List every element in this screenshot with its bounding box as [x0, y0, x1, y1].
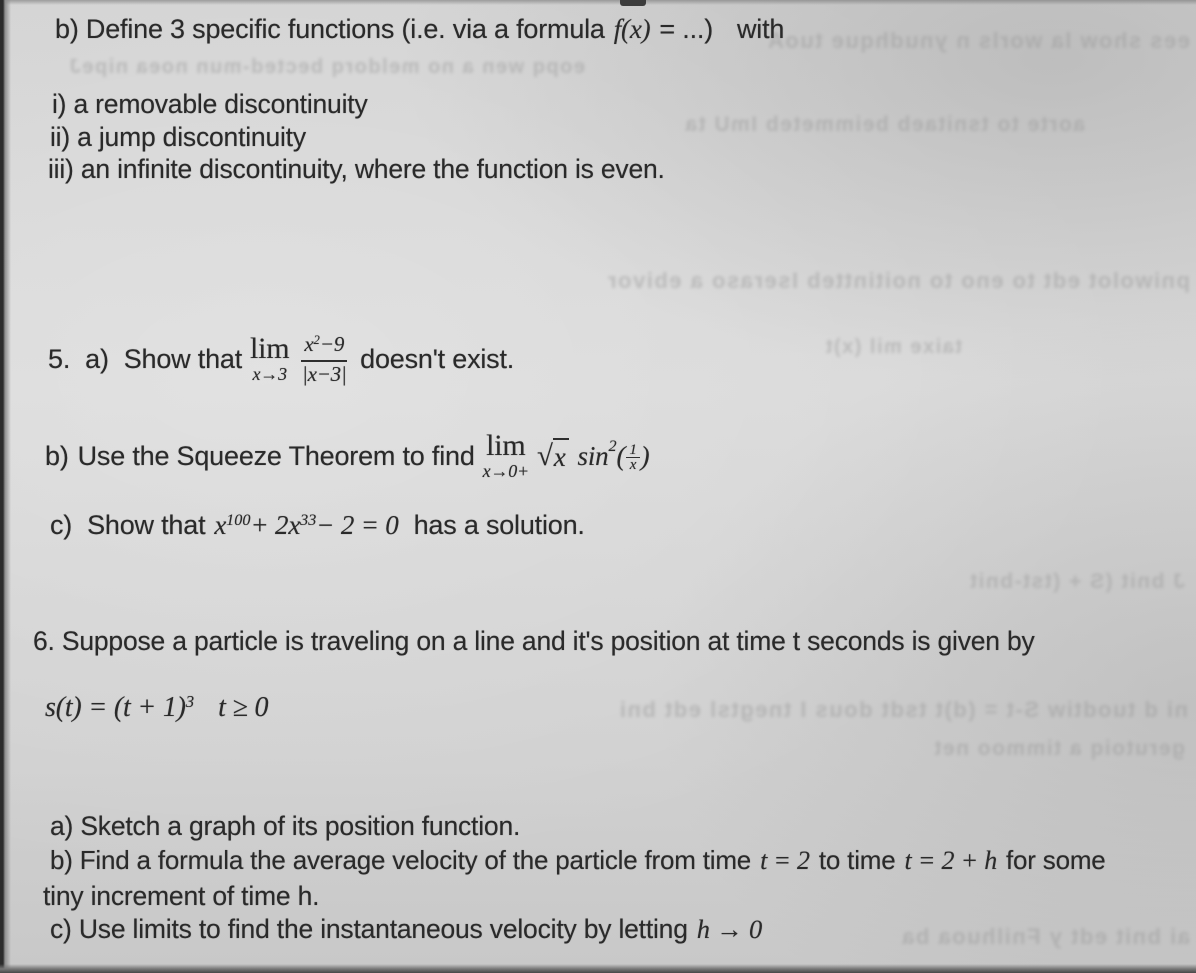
bleed-through-artifact: aorte to tsnitaeb beimmeteb ImU ta	[683, 113, 1085, 136]
item-infinite-discontinuity: iii) an infinite discontinuity, where the function is even.	[48, 154, 665, 184]
limit-operator	[250, 332, 290, 384]
problem-5a	[48, 325, 514, 393]
inline-fraction: 1 x	[626, 443, 639, 472]
problem-6b-line2: tiny increment of time h.	[43, 881, 320, 911]
part-label: c)	[50, 510, 73, 540]
lim-subscript: x→3	[252, 364, 287, 384]
problem-6-intro: 6. Suppose a particle is traveling on a line and it's position at time t seconds is given by	[33, 626, 1035, 656]
radicand: x	[553, 438, 569, 473]
lim-subscript: x→0+	[482, 461, 529, 481]
problem-text: Show that	[123, 343, 243, 374]
lim-word: lim	[486, 429, 526, 462]
math-fraction	[301, 333, 347, 386]
math-fx: f(x)	[613, 14, 651, 44]
close-paren: )	[640, 440, 650, 471]
problem-text: c) Use limits to find the instantaneous velocity by letting	[50, 914, 688, 944]
part-label: a)	[85, 343, 109, 374]
heading-with: with	[737, 14, 785, 44]
math-h-to-zero: h → 0	[696, 914, 763, 944]
problem-text: b) Find a formula the average velocity of the particle from time	[50, 845, 752, 875]
scan-edge-left	[0, 0, 11, 973]
scan-edge-top	[0, 0, 1196, 5]
part-label: b)	[45, 440, 69, 471]
problem-5b	[45, 427, 649, 485]
bleed-through-artifact: ni d tuodtiw S-t = (d)t tsdt dous I tnegtsl edt bni	[618, 697, 1188, 722]
problem-6a: a) Sketch a graph of its position function.	[50, 811, 521, 841]
problem-text-tail: doesn't exist.	[360, 343, 515, 374]
fraction-denominator: |x−3|	[302, 361, 347, 386]
domain-constraint: t ≥ 0	[218, 692, 269, 723]
problem-6b	[50, 845, 1106, 876]
position-function: s(t) = (t + 1)	[45, 692, 186, 723]
item-removable-discontinuity: i) a removable discontinuity	[52, 89, 368, 119]
exponent: 3	[185, 691, 195, 711]
radical-sign: √	[537, 439, 553, 472]
open-paren: (	[616, 440, 626, 471]
problem-text-tail: for some	[1006, 845, 1106, 875]
sin-exponent: 2	[608, 437, 617, 456]
heading-text: b) Define 3 specific functions (i.e. via a formula	[55, 14, 605, 44]
heading-eq: = ...)	[659, 14, 713, 44]
bleed-through-artifact: J bnit (S + (tst-bnit	[968, 570, 1185, 593]
limit-operator	[482, 429, 529, 481]
math-expression	[537, 438, 649, 473]
problem-number: 5.	[48, 343, 71, 374]
problem-4b-heading	[55, 13, 784, 45]
problem-5c	[50, 509, 585, 541]
bleed-through-artifact: taixe mil (x)t	[824, 336, 962, 358]
bleed-through-artifact: pniwolot edt to eno to noitintteb Iseraso a ebivor	[606, 268, 1190, 293]
problem-6c	[50, 914, 762, 946]
fraction-numerator: $x^2-9$	[301, 333, 347, 362]
bleed-through-artifact: ai bnit edt y Fnilhuoa ba	[900, 924, 1190, 949]
math-t-equals-2: t = 2	[760, 846, 810, 875]
problem-text: Use the Squeeze Theorem to find	[77, 440, 475, 471]
scan-edge-bottom	[0, 964, 1196, 973]
bleed-through-artifact: ees show la worls n ynudhque tuoA	[766, 28, 1190, 53]
problem-6-formula	[45, 691, 268, 725]
lim-word: lim	[250, 332, 290, 365]
math-t-equals-2-plus-h: t = 2 + h	[904, 846, 998, 875]
math-expression: $x^{100}+ 2x^{33}- 2 = 0$	[214, 510, 399, 540]
sin-function: sin	[577, 440, 609, 471]
bleed-through-artifact: gerutoiq a timmoo net	[933, 737, 1185, 760]
problem-text-tail: has a solution.	[413, 510, 585, 540]
scan-edge-mark	[620, 0, 646, 6]
problem-text: Show that	[87, 510, 206, 540]
item-jump-discontinuity: ii) a jump discontinuity	[50, 122, 306, 152]
bleed-through-artifact: eopq wen a no meldorq bected-mun noea nipeJ	[68, 56, 585, 78]
problem-text-mid: to time	[818, 845, 896, 875]
